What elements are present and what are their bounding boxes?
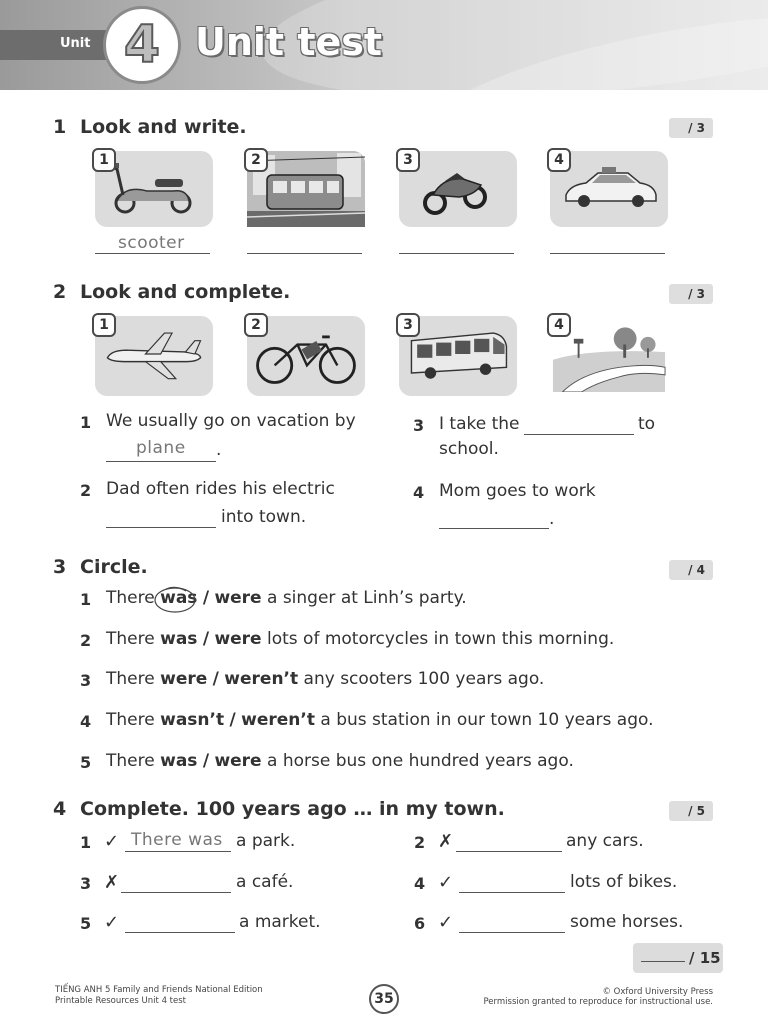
picture-badge: 3 <box>396 313 420 337</box>
picture-badge: 1 <box>92 313 116 337</box>
section-1-number: 1 <box>53 116 67 138</box>
unit-label: Unit <box>60 36 91 51</box>
question-text: some horses. <box>570 912 684 932</box>
section-1-title: Look and write. <box>80 116 247 138</box>
picture-badge: 2 <box>244 148 268 172</box>
section-1-score: / 3 <box>669 118 713 138</box>
answer-line[interactable] <box>247 232 362 254</box>
question-text: a café. <box>236 872 294 892</box>
section-4-score: / 5 <box>669 801 713 821</box>
question-number: 4 <box>414 874 426 893</box>
question-text: any cars. <box>566 831 644 851</box>
question-number: 1 <box>80 413 92 432</box>
total-score: / 15 <box>689 949 721 967</box>
section-2-number: 2 <box>53 281 67 303</box>
question-number: 1 <box>80 833 92 852</box>
picture-badge: 4 <box>547 148 571 172</box>
question-text: a market. <box>239 912 321 932</box>
question-number: 2 <box>80 481 92 500</box>
example-answer: There was <box>131 830 223 850</box>
option[interactable]: were <box>160 669 208 689</box>
option[interactable]: weren’t <box>224 669 299 689</box>
section-2-title: Look and complete. <box>80 281 291 303</box>
page-number: 35 <box>369 984 399 1014</box>
question-number: 6 <box>414 914 426 933</box>
picture-badge: 2 <box>244 313 268 337</box>
question-number: 1 <box>80 590 92 609</box>
section-3-score: / 4 <box>669 560 713 580</box>
question-text: We usually go on vacation by <box>106 411 356 431</box>
question-text: to <box>638 414 656 434</box>
total-score-line[interactable] <box>641 961 685 962</box>
check-mark-icon: ✓ <box>438 912 454 933</box>
circle-sentence: There was / were a horse bus one hundred years ago. <box>106 751 574 771</box>
answer-line[interactable] <box>456 830 562 852</box>
question-number: 3 <box>413 416 425 435</box>
unit-number: 4 <box>123 15 161 75</box>
answer-line[interactable] <box>459 871 565 893</box>
circle-sentence: There was / were a singer at Linh’s party. <box>106 588 467 608</box>
question-number: 4 <box>80 712 92 731</box>
question-number: 5 <box>80 753 92 772</box>
page-title: Unit test <box>195 20 383 64</box>
answer-circle <box>152 583 198 615</box>
question-text: Mom goes to work <box>439 481 596 501</box>
circle-sentence: There were / weren’t any scooters 100 years ago. <box>106 669 545 689</box>
answer-line[interactable] <box>121 871 231 893</box>
question-text: lots of bikes. <box>570 872 678 892</box>
question-text: a park. <box>236 831 296 851</box>
option[interactable]: were <box>214 588 262 608</box>
option[interactable]: was <box>160 629 198 649</box>
section-4-title: Complete. 100 years ago … in my town. <box>80 798 505 820</box>
section-4-number: 4 <box>53 798 67 820</box>
check-mark-icon: ✓ <box>438 872 454 893</box>
footer-copyright: © Oxford University Press <box>602 987 713 997</box>
cross-mark-icon: ✗ <box>104 872 120 893</box>
answer-line[interactable] <box>550 232 665 254</box>
answer-line[interactable] <box>125 911 235 933</box>
footer-permission: Permission granted to reproduce for instructional use. <box>483 997 713 1007</box>
question-number: 3 <box>80 874 92 893</box>
option[interactable]: wasn’t <box>160 710 225 730</box>
answer-line[interactable] <box>106 506 216 528</box>
question-text: . <box>216 440 222 460</box>
question-number: 2 <box>414 833 426 852</box>
example-answer: scooter <box>118 233 185 253</box>
answer-line[interactable] <box>399 232 514 254</box>
footer-resource: Printable Resources Unit 4 test <box>55 996 186 1006</box>
answer-line[interactable] <box>524 413 634 435</box>
answer-line[interactable] <box>459 911 565 933</box>
check-mark-icon: ✓ <box>104 831 120 852</box>
question-number: 2 <box>80 631 92 650</box>
question-text: Dad often rides his electric <box>106 479 335 499</box>
question-number: 4 <box>413 483 425 502</box>
picture-badge: 4 <box>547 313 571 337</box>
option[interactable]: was <box>160 751 198 771</box>
circle-sentence: There wasn’t / weren’t a bus station in our town 10 years ago. <box>106 710 654 730</box>
question-text: I take the <box>439 414 520 434</box>
question-number: 3 <box>80 671 92 690</box>
option[interactable]: weren’t <box>241 710 315 730</box>
answer-line[interactable] <box>439 507 549 529</box>
cross-mark-icon: ✗ <box>438 831 454 852</box>
option-circled[interactable]: was <box>160 588 198 608</box>
question-text: . <box>549 509 555 529</box>
example-answer: plane <box>136 438 186 458</box>
check-mark-icon: ✓ <box>104 912 120 933</box>
question-text: school. <box>439 439 499 459</box>
total-score-box <box>633 943 723 973</box>
question-number: 5 <box>80 914 92 933</box>
section-2-score: / 3 <box>669 284 713 304</box>
section-3-number: 3 <box>53 556 67 578</box>
circle-sentence: There was / were lots of motorcycles in town this morning. <box>106 629 615 649</box>
picture-badge: 3 <box>396 148 420 172</box>
question-text: into town. <box>221 507 307 527</box>
section-3-title: Circle. <box>80 556 148 578</box>
option[interactable]: were <box>214 751 262 771</box>
option[interactable]: were <box>214 629 262 649</box>
page-header <box>0 0 768 90</box>
footer-book-title: TIẾNG ANH 5 Family and Friends National Edition <box>55 985 263 995</box>
picture-badge: 1 <box>92 148 116 172</box>
